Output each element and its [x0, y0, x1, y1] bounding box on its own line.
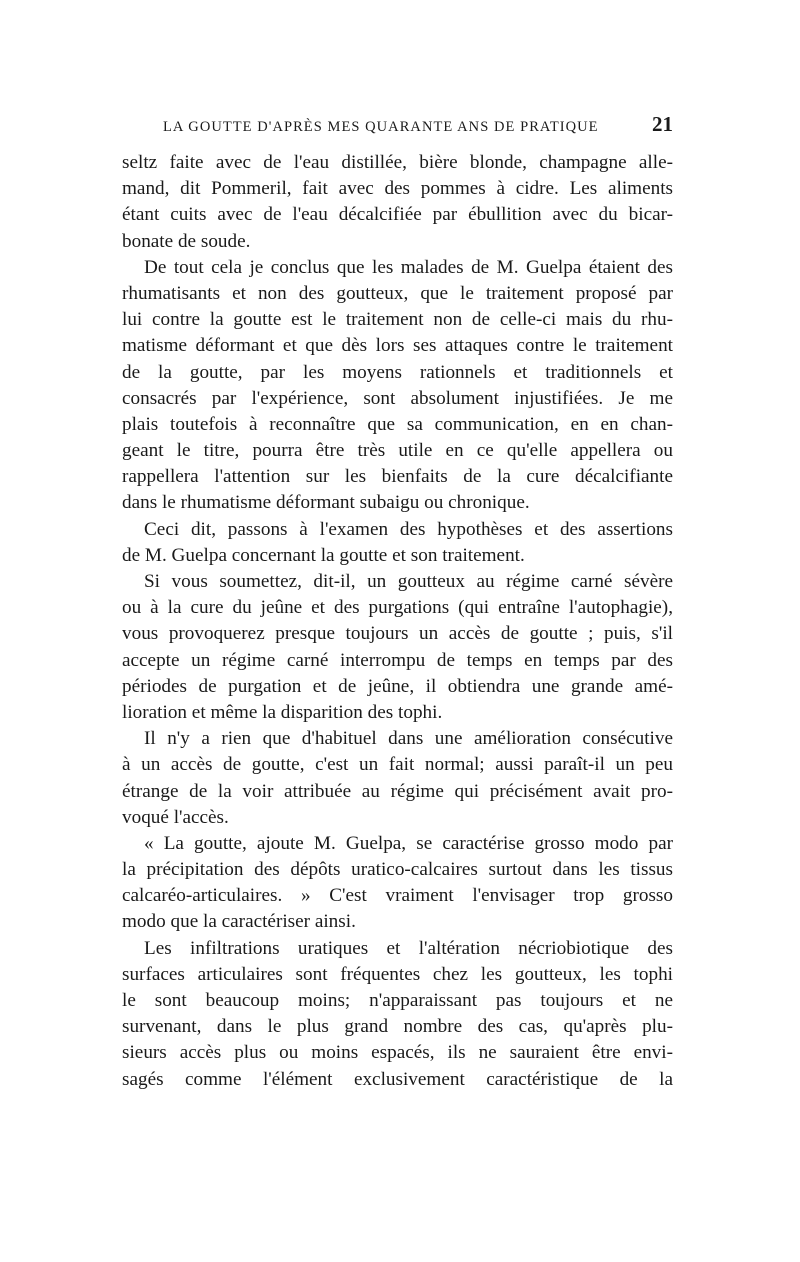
- body-text: [122, 150, 673, 1093]
- text-line: matisme déformant et que dès lors ses attaques contre le traitement: [122, 335, 673, 357]
- text-line: Si vous soumettez, dit-il, un goutteux au régime carné sévère: [144, 571, 673, 592]
- text-line: geant le titre, pourra être très utile en ce qu'elle appellera ou: [122, 440, 673, 462]
- text-line: Il n'y a rien que d'habituel dans une amélioration consécutive: [144, 728, 673, 750]
- text-line: modo que la caractériser ainsi.: [122, 911, 356, 933]
- text-line: à un accès de goutte, c'est un fait normal; aussi paraît-il un peu: [122, 754, 673, 776]
- text-line: étrange de la voir attribuée au régime qui précisément avait pro-: [122, 780, 673, 802]
- text-line: le sont beaucoup moins; n'apparaissant pas toujours et ne: [122, 990, 673, 1011]
- text-line: de la goutte, par les moyens rationnels et traditionnels et: [122, 361, 673, 383]
- text-line: de M. Guelpa concernant la goutte et son traitement.: [122, 544, 525, 566]
- text-line: périodes de purgation et de jeûne, il obtiendra une grande amé-: [122, 675, 673, 697]
- text-line: ou à la cure du jeûne et des purgations (qui entraîne l'autophagie),: [122, 597, 673, 619]
- text-line: la précipitation des dépôts uratico-calcaires surtout dans les tissus: [122, 859, 673, 881]
- text-line: rappellera l'attention sur les bienfaits de la cure décalcifiante: [122, 466, 673, 488]
- text-line: étant cuits avec de l'eau décalcifiée par ébullition avec du bicar-: [122, 204, 673, 226]
- text-line: calcaréo-articulaires. » C'est vraiment l'envisager trop grosso: [122, 885, 673, 907]
- text-line: plais toutefois à reconnaître que sa communication, en en chan-: [122, 413, 673, 435]
- text-line: voqué l'accès.: [122, 806, 229, 828]
- text-line: accepte un régime carné interrompu de temps en temps par des: [122, 649, 673, 671]
- text-line: consacrés par l'expérience, sont absolument injustifiées. Je me: [122, 387, 673, 409]
- text-line: rhumatisants et non des goutteux, que le traitement proposé par: [122, 282, 673, 304]
- text-line: Les infiltrations uratiques et l'altération nécriobiotique des: [144, 937, 673, 959]
- page-header: [163, 112, 673, 142]
- text-line: Ceci dit, passons à l'examen des hypothèses et des assertions: [144, 518, 673, 540]
- text-line: seltz faite avec de l'eau distillée, bière blonde, champagne alle-: [122, 152, 673, 173]
- text-line: bonate de soude.: [122, 230, 251, 252]
- text-line: surfaces articulaires sont fréquentes chez les goutteux, les tophi: [122, 963, 673, 985]
- text-line: dans le rhumatisme déformant subaigu ou chronique.: [122, 492, 530, 514]
- text-line: De tout cela je conclus que les malades de M. Guelpa étaient des: [144, 256, 673, 278]
- text-line: survenant, dans le plus grand nombre des cas, qu'après plu-: [122, 1016, 673, 1038]
- page-number: 21: [652, 112, 673, 136]
- text-line: vous provoquerez presque toujours un accès de goutte ; puis, s'il: [122, 623, 673, 645]
- text-line: « La goutte, ajoute M. Guelpa, se caractérise grosso modo par: [144, 832, 673, 854]
- text-line: lioration et même la disparition des tophi.: [122, 701, 443, 723]
- text-line: sieurs accès plus ou moins espacés, ils ne sauraient être envi-: [122, 1042, 673, 1064]
- text-line: lui contre la goutte est le traitement non de celle-ci mais du rhu-: [122, 309, 673, 331]
- running-title: LA GOUTTE D'APRÈS MES QUARANTE ANS DE PRATIQUE: [163, 119, 599, 135]
- text-line: sagés comme l'élément exclusivement caractéristique de la: [122, 1068, 673, 1090]
- text-line: mand, dit Pommeril, fait avec des pommes à cidre. Les aliments: [122, 178, 673, 200]
